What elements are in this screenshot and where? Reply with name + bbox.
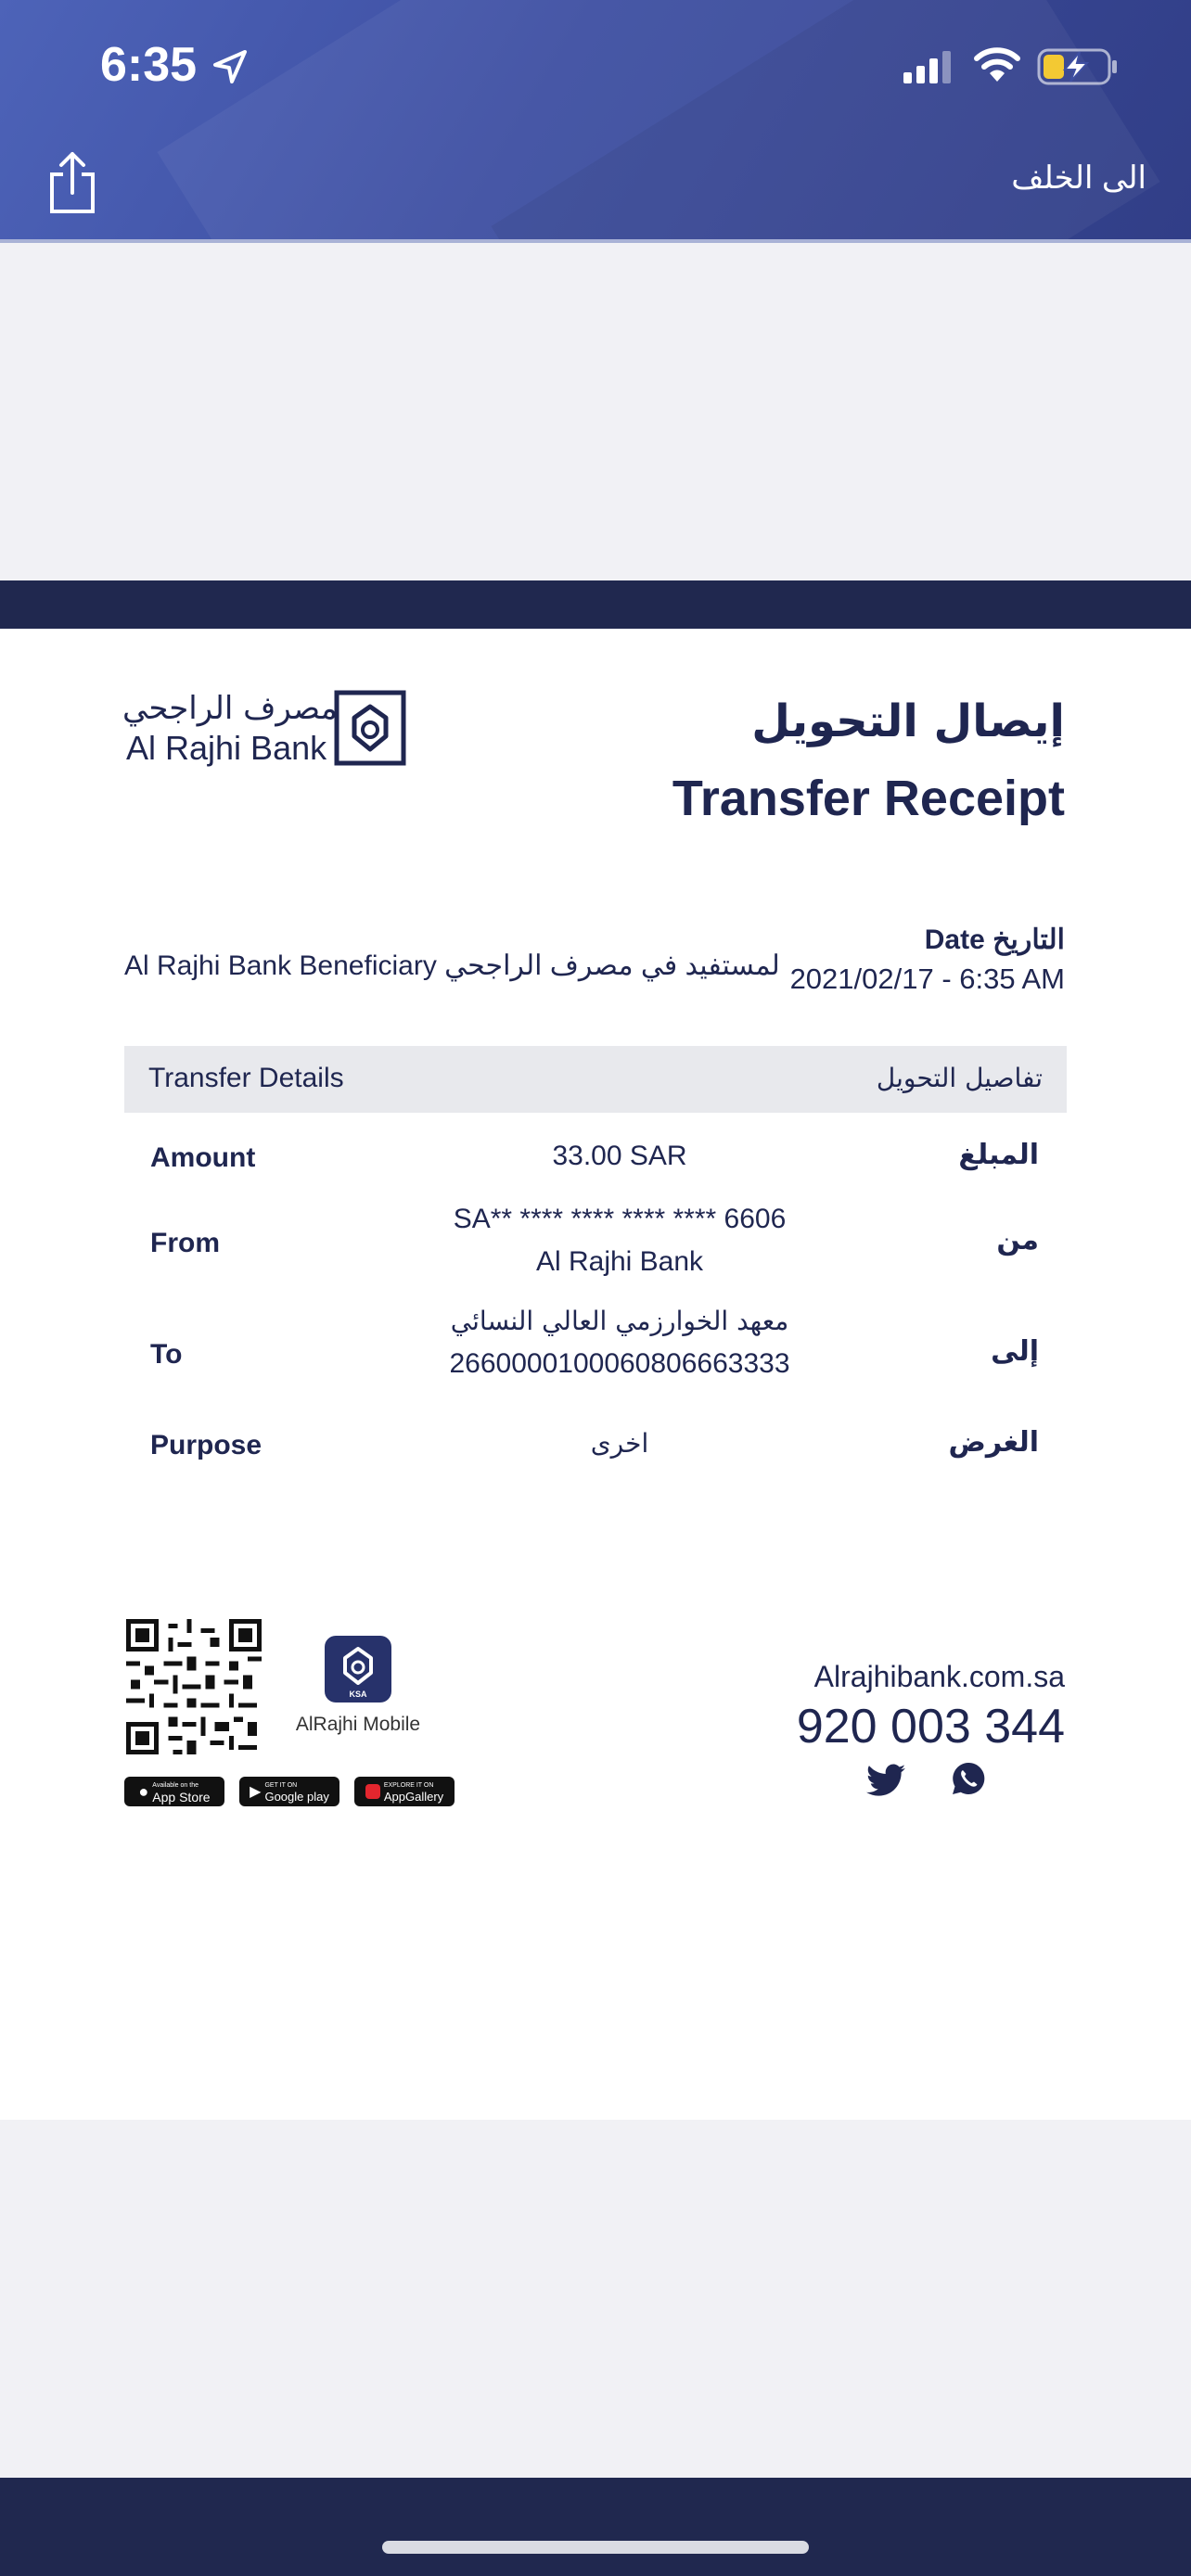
details-header-arabic: تفاصيل التحويل [876, 1063, 1043, 1093]
from-label-arabic: من [996, 1224, 1039, 1256]
app-tile-badge: KSA [349, 1690, 367, 1699]
google-play-badge-label: Google play [264, 1790, 329, 1804]
purpose-label-arabic: الغرض [948, 1426, 1039, 1459]
to-label: To [150, 1339, 183, 1370]
purpose-label: Purpose [150, 1430, 263, 1460]
receipt-title-english: Transfer Receipt [672, 771, 1065, 826]
amount-label-arabic: المبلغ [958, 1139, 1039, 1171]
alrajhi-mobile-app-icon [325, 1636, 391, 1702]
date-label: Date التاريخ [924, 925, 1065, 955]
apple-icon: ● [138, 1781, 149, 1801]
app-store-badge[interactable] [124, 1777, 224, 1806]
appgallery-badge-small: EXPLORE IT ON [383, 1782, 434, 1789]
app-store-badge-text [152, 1780, 210, 1803]
from-bank-name: Al Rajhi Bank [535, 1246, 704, 1277]
bank-logo-arabic: مصرف الراجحي [122, 690, 338, 727]
from-label: From [150, 1228, 220, 1258]
app-name: AlRajhi Mobile [295, 1714, 421, 1735]
purpose-value [390, 1422, 850, 1465]
google-play-icon: ▶ [250, 1784, 262, 1800]
amount-value: 33.00 SAR [552, 1141, 687, 1171]
to-beneficiary-name [390, 1300, 850, 1343]
bank-phone-number[interactable]: 920 003 344 [796, 1700, 1065, 1753]
bank-website[interactable]: Alrajhibank.com.sa [813, 1660, 1065, 1693]
twitter-icon[interactable] [866, 1764, 905, 1797]
transfer-details-header [124, 1046, 1067, 1113]
share-icon[interactable] [46, 150, 98, 215]
location-arrow-icon [211, 48, 249, 85]
al-rajhi-logo-icon [334, 690, 406, 766]
bottom-bar [0, 2478, 1191, 2576]
to-label-arabic: إلى [991, 1335, 1039, 1368]
google-play-badge-small: GET IT ON [264, 1782, 298, 1789]
header-divider [0, 239, 1191, 243]
cellular-signal-icon [902, 48, 957, 85]
beneficiary-type: Al Rajhi Bank Beneficiary لمستفيد في مصرف الراجحي [124, 950, 780, 981]
transfer-receipt [0, 580, 1191, 2120]
whatsapp-icon[interactable] [950, 1760, 987, 1797]
receipt-top-band [0, 580, 1191, 629]
qr-code-icon [126, 1619, 262, 1754]
appgallery-badge-label: AppGallery [383, 1790, 444, 1804]
home-indicator[interactable] [382, 2541, 809, 2554]
app-store-badge-label: App Store [152, 1790, 211, 1804]
date-value: 2021/02/17 - 6:35 AM [789, 963, 1065, 995]
google-play-badge-text [264, 1780, 328, 1803]
back-button[interactable]: الى الخلف [1011, 160, 1146, 196]
from-account-number: SA** **** **** **** **** 6606 [453, 1204, 787, 1234]
app-logo-icon [325, 1636, 391, 1702]
receipt-title-arabic: إيصال التحويل [751, 695, 1065, 747]
appgallery-badge[interactable] [354, 1777, 455, 1806]
wifi-icon [974, 45, 1020, 85]
google-play-badge[interactable] [239, 1777, 339, 1806]
huawei-appgallery-icon [365, 1784, 380, 1799]
to-beneficiary-name-text: معهد الخوارزمي العالي النسائي [450, 1306, 789, 1336]
bank-logo-english: Al Rajhi Bank [126, 729, 327, 767]
details-header-english: Transfer Details [148, 1063, 344, 1093]
battery-charging-icon [1037, 46, 1119, 87]
appgallery-badge-text [384, 1780, 443, 1803]
app-store-badge-small: Available on the [152, 1782, 198, 1789]
to-account-number: 2660000100060806663333 [449, 1348, 790, 1379]
purpose-value-text: اخرى [590, 1428, 649, 1459]
status-time: 6:35 [100, 38, 198, 92]
amount-label: Amount [150, 1142, 256, 1173]
